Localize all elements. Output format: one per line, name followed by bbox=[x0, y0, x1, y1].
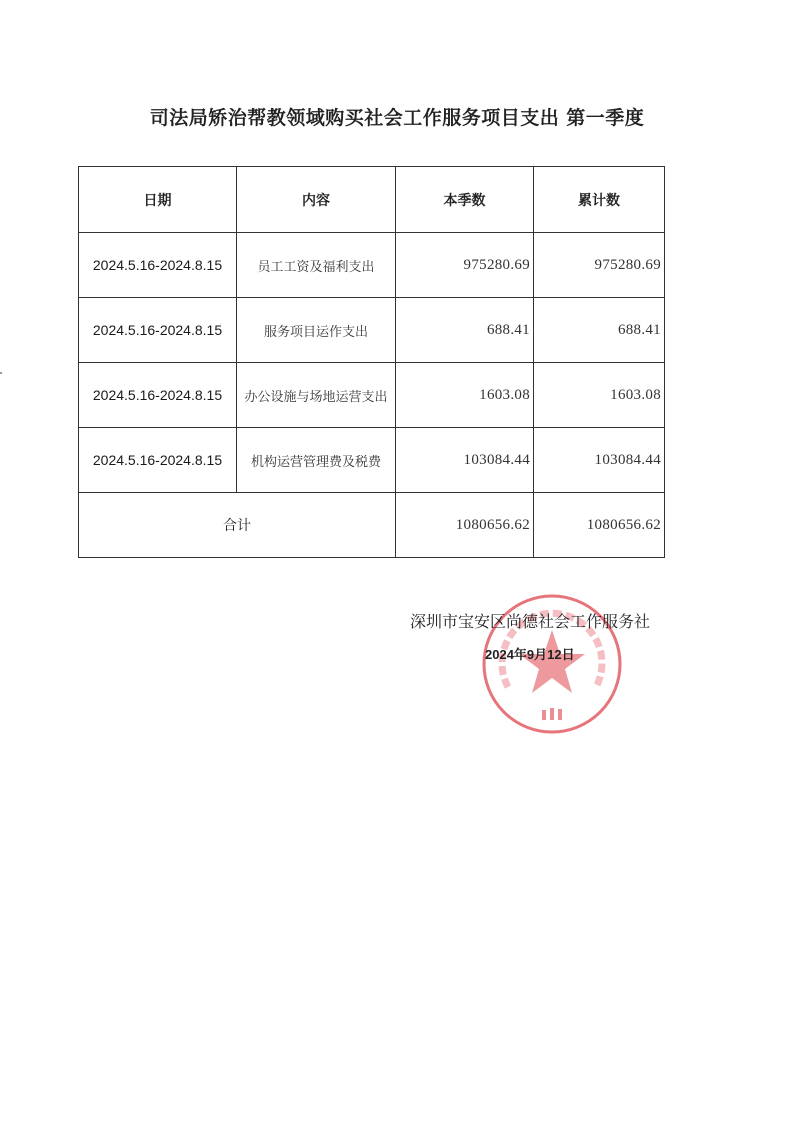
row-date: 2024.5.16-2024.8.15 bbox=[79, 233, 237, 298]
signature-date: 2024年9月12日 bbox=[485, 647, 575, 662]
document-title: 司法局矫治帮教领域购买社会工作服务项目支出 第一季度 bbox=[149, 107, 645, 129]
row-content: 服务项目运作支出 bbox=[237, 298, 396, 363]
row-quarter: 688.41 bbox=[396, 298, 534, 363]
row-cumulative: 975280.69 bbox=[534, 233, 665, 298]
header-date: 日期 bbox=[79, 167, 237, 233]
table-row bbox=[79, 233, 665, 298]
row-quarter: 1603.08 bbox=[396, 363, 534, 428]
row-content: 办公设施与场地运营支出 bbox=[237, 363, 396, 428]
row-content: 员工工资及福利支出 bbox=[237, 233, 396, 298]
table-row bbox=[79, 298, 665, 363]
header-content: 内容 bbox=[237, 167, 396, 233]
total-row bbox=[79, 493, 665, 558]
table-row bbox=[79, 428, 665, 493]
table-row bbox=[79, 363, 665, 428]
row-date: 2024.5.16-2024.8.15 bbox=[79, 363, 237, 428]
total-cumulative: 1080656.62 bbox=[534, 493, 665, 558]
row-cumulative: 1603.08 bbox=[534, 363, 665, 428]
row-date: 2024.5.16-2024.8.15 bbox=[79, 428, 237, 493]
row-quarter: 103084.44 bbox=[396, 428, 534, 493]
total-quarter: 1080656.62 bbox=[396, 493, 534, 558]
expense-table bbox=[78, 166, 665, 558]
header-cumulative: 累计数 bbox=[534, 167, 665, 233]
scan-speck bbox=[0, 372, 2, 374]
total-label: 合计 bbox=[79, 493, 396, 558]
organization-name: 深圳市宝安区尚德社会工作服务社 bbox=[410, 612, 651, 631]
header-quarter: 本季数 bbox=[396, 167, 534, 233]
row-quarter: 975280.69 bbox=[396, 233, 534, 298]
row-date: 2024.5.16-2024.8.15 bbox=[79, 298, 237, 363]
row-cumulative: 103084.44 bbox=[534, 428, 665, 493]
table-header-row bbox=[79, 167, 665, 233]
row-cumulative: 688.41 bbox=[534, 298, 665, 363]
row-content: 机构运营管理费及税费 bbox=[237, 428, 396, 493]
